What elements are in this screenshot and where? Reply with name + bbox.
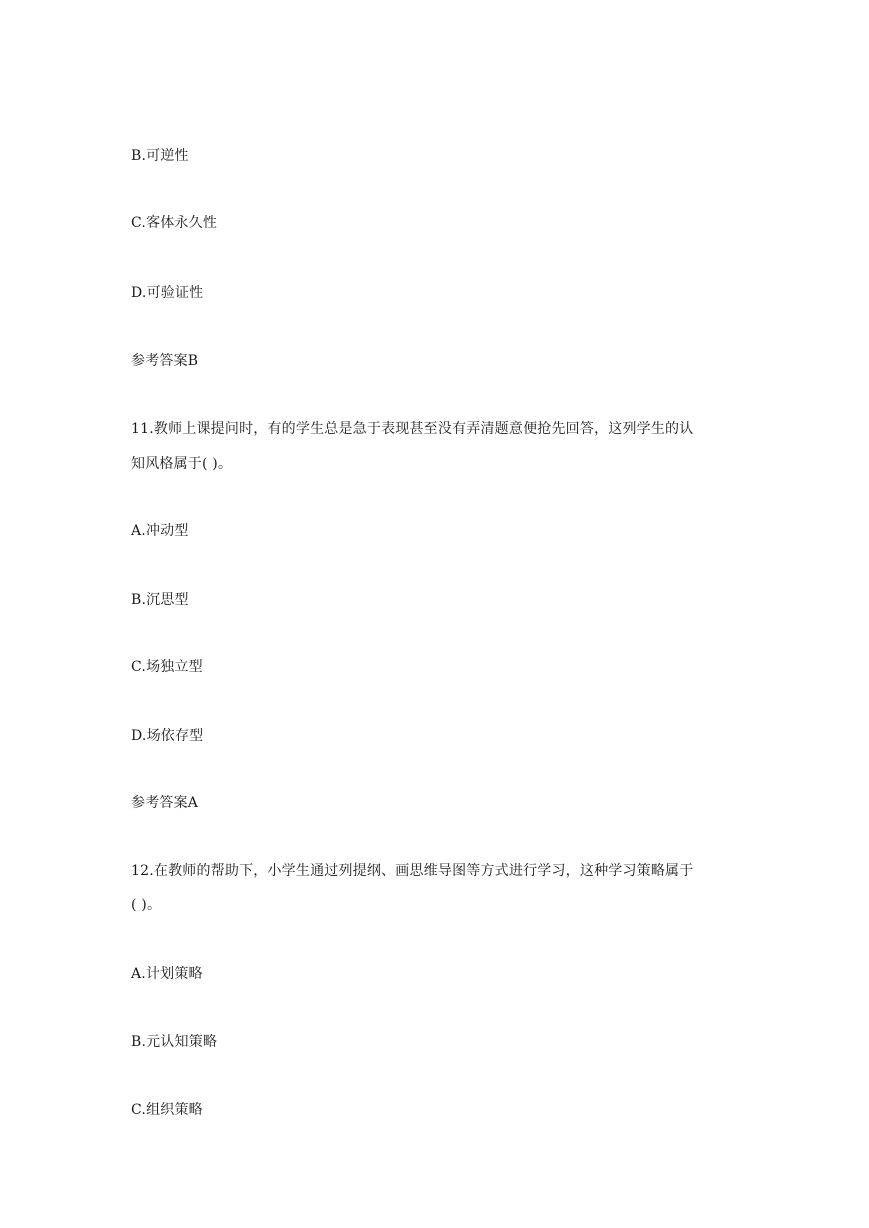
q11-option-a: A.冲动型 [131,523,189,539]
q12-option-b: B.元认知策略 [131,1034,218,1050]
q11-answer: 参考答案A [131,795,199,811]
q12-option-c: C.组织策略 [131,1102,203,1118]
q10-option-b: B.可逆性 [131,148,189,164]
q11-option-c: C.场独立型 [131,659,203,675]
q12-stem-line1: 12.在教师的帮助下，小学生通过列提纲、画思维导图等方式进行学习，这种学习策略属于 [131,863,694,879]
q10-answer: 参考答案B [131,353,199,369]
q12-option-a: A.计划策略 [131,966,203,982]
q11-option-b: B.沉思型 [131,592,189,608]
q10-option-c: C.客体永久性 [131,215,218,231]
q11-option-d: D.场依存型 [131,728,204,744]
q10-option-d: D.可验证性 [131,285,204,301]
q11-stem-line1: 11.教师上课提问时，有的学生总是急于表现甚至没有弄清题意便抢先回答，这列学生的认 [131,421,694,437]
q12-stem-line2: ( )。 [131,897,162,913]
q11-stem-line2: 知风格属于( )。 [131,456,233,472]
